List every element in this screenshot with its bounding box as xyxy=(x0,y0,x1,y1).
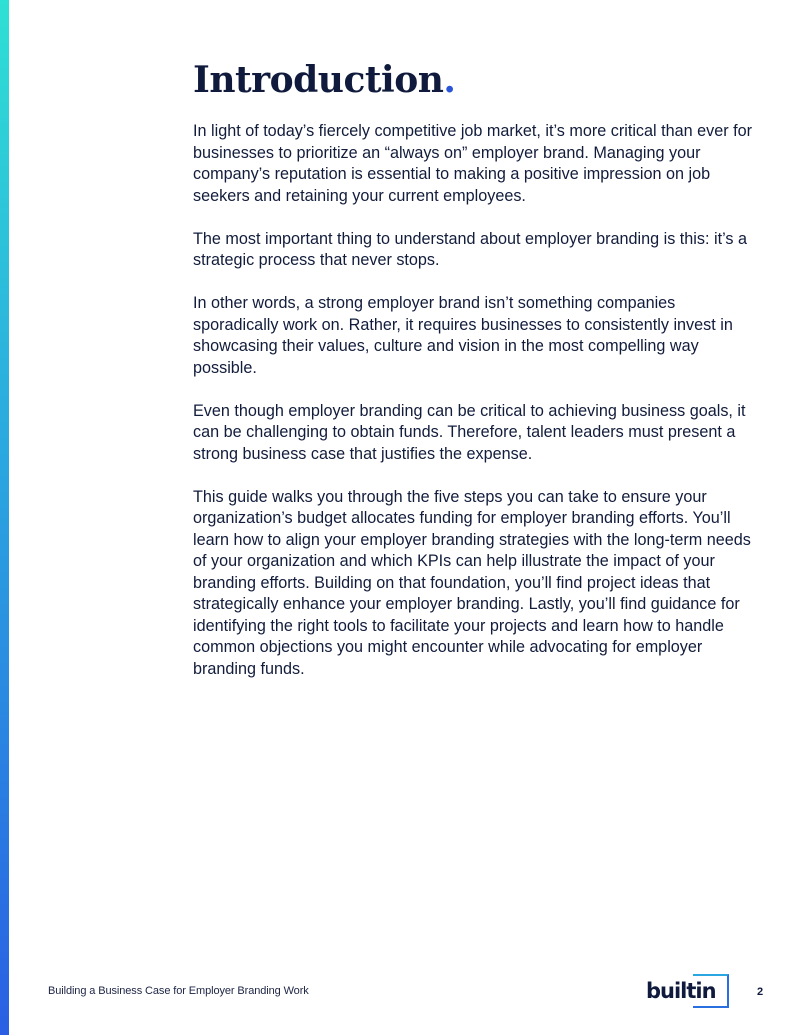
main-content xyxy=(193,58,753,702)
paragraph-4: Even though employer branding can be critical to achieving business goals, it can be challenging to obtain funds. Therefore, talent leaders must present a strong business case that justifies the expense. xyxy=(193,401,746,463)
paragraph-1: In light of today’s fiercely competitive job market, it’s more critical than ever for businesses to prioritize an “always on” employer brand. Managing your company’s reputation is essential to making a positive impression on job seekers and retaining your current employees. xyxy=(193,122,752,205)
page-title xyxy=(193,58,753,102)
page-number: 2 xyxy=(757,986,764,998)
page-title-dot: . xyxy=(443,59,456,101)
page-title-text: Introduction xyxy=(193,59,444,101)
logo-text: builtin xyxy=(646,979,716,1003)
paragraph-2: The most important thing to understand about employer branding is this: it’s a strategic process that never stops. xyxy=(193,229,747,269)
paragraph-5: This guide walks you through the five steps you can take to ensure your organization’s budget allocates funding for employer branding efforts. You’ll learn how to align your employer branding strategies with the long-term needs of your organization and which KPIs can help illustrate the impact of your branding efforts. Building on that foundation, you’ll find project ideas that strategically enhance your employer branding. Lastly, you’ll find guidance for identifying the right tools to facilitate your projects and learn how to handle common objections you might encounter while advocating for employer branding funds. xyxy=(193,487,751,678)
footer-document-title: Building a Business Case for Employer Branding Work xyxy=(48,985,309,997)
paragraph-3: In other words, a strong employer brand isn’t something companies sporadically work on. Rather, it requires businesses to consistently invest in showcasing their values, culture and vision in the most compelling way possible. xyxy=(193,294,733,377)
side-gradient-bar xyxy=(0,0,9,1035)
builtin-logo xyxy=(646,974,732,1010)
